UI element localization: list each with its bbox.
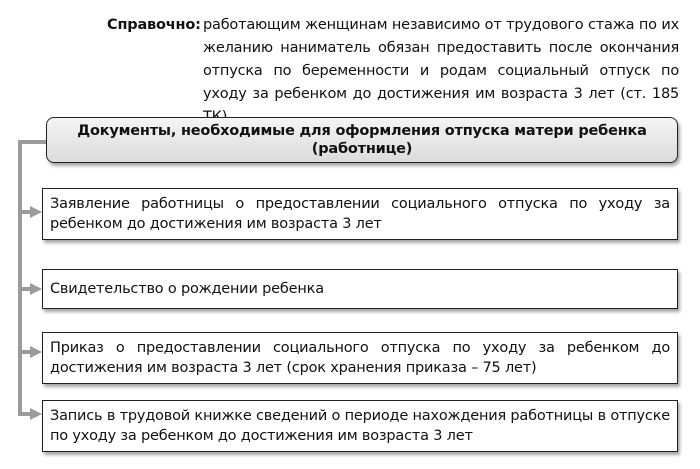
arrow-right-icon xyxy=(18,206,42,218)
document-box-birth-certificate: Свидетельство о рождении ребенка xyxy=(42,269,678,309)
document-box-order: Приказ о предоставлении социального отпуска по уходу за ребенком до достижения им возраста 3 лет (срок хранения приказа – 75 лет) xyxy=(42,332,678,384)
connector-header-stub xyxy=(18,140,48,144)
arrow-right-icon xyxy=(18,408,42,420)
diagram-title-line1: Документы, необходимые для оформления отпуска матери ребенка xyxy=(77,123,647,139)
document-box-work-book-record: Запись в трудовой книжке сведений о периоде нахождения работницы в отпуске по уходу за ребенком до достижения им возраста 3 лет xyxy=(42,400,678,452)
arrow-right-icon xyxy=(18,346,42,358)
diagram-title-line2: (работнице) xyxy=(311,141,413,157)
diagram-title-box xyxy=(46,117,678,163)
connector-vertical-line xyxy=(18,140,22,414)
note-label: Справочно: xyxy=(107,17,201,33)
document-box-application: Заявление работницы о предоставлении социального отпуска по уходу за ребенком до достижения им возраста 3 лет xyxy=(42,188,678,240)
arrow-right-icon xyxy=(18,283,42,295)
note-text: работающим женщинам независимо от трудового стажа по их желанию наниматель обязан предоставить после окончания отпуска по беременности и родам социальный отпуск по уходу за ребенком до достижения им возраста 3 лет (ст. 185 xyxy=(203,17,679,102)
